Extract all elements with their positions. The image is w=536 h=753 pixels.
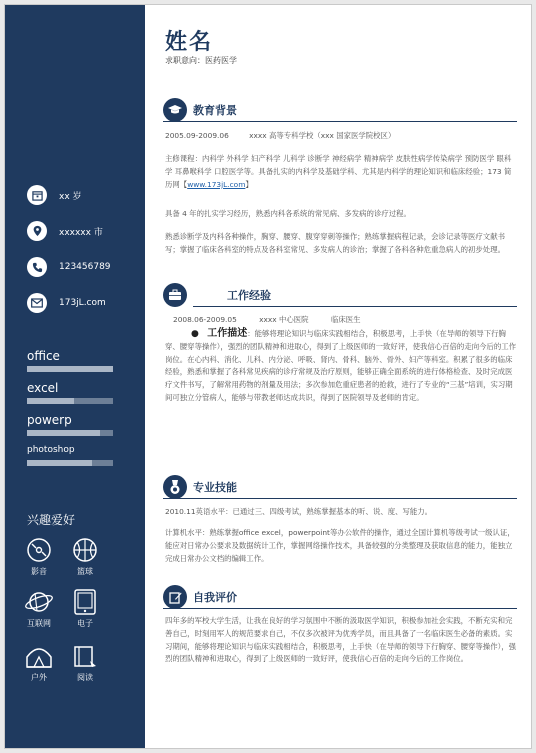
- education-experience-years: 具备 4 年的扎实学习经历，熟悉内科各系统的常见病、多发病的诊疗过程。: [165, 209, 411, 218]
- section-skills-header: [163, 475, 517, 499]
- experience-desc-text: ：能够将理论知识与临床实践相结合，积极思考，上手快（在导师的领导下行胸穿、腰穿等操作），强烈的团队精神和进取心，得到了上级医师的一致好评，使我信心百倍的走向今后的工作岗位。在心内科、消化、儿科、内分泌、呼吸、肾内、骨科、脑外、骨外、妇产等科室。积累了很多的临床经验，熟悉和掌握了各科常见疾病的诊疗常规及治疗原则，能够正确全面系统的进行体格检查、及时完成医疗文件书写，了解常用药物的剂量及用法；多次参加危重症患者的抢救，进行了专业的“三基”培训，实习期间可独立分管病人，能够与带教老师达成共识，得到了医院领导及老师的肯定。: [165, 329, 517, 402]
- section-skills-title: 专业技能: [193, 481, 237, 494]
- skill-powerpoint: [27, 413, 113, 436]
- website-link[interactable]: www.173jL.com: [187, 179, 246, 189]
- education-entry: [165, 130, 517, 143]
- hobby-label: 阅读: [77, 673, 93, 682]
- section-divider: [163, 608, 517, 609]
- graduation-cap-icon: [163, 98, 187, 122]
- education-courses: [165, 153, 517, 191]
- briefcase-icon: [163, 283, 187, 307]
- experience-entry: [173, 314, 525, 327]
- contact-city: [27, 221, 103, 241]
- hobby-media: [19, 537, 59, 577]
- section-experience-header: [163, 283, 517, 307]
- hobby-label: 户外: [31, 673, 47, 682]
- experience-company: xxxx 中心医院: [259, 315, 309, 324]
- education-period: 2005.09-2009.06: [165, 131, 229, 140]
- hobby-label: 电子: [77, 619, 93, 628]
- bullet-dot: ●: [191, 329, 199, 339]
- education-courses-tail: 】: [245, 179, 253, 189]
- skill-office: [27, 349, 113, 372]
- skill-name: office: [27, 349, 60, 363]
- skill-bar-fill: [27, 366, 113, 372]
- film-reel-icon: [26, 537, 52, 563]
- skill-bar-fill: [27, 398, 74, 404]
- section-divider: [163, 121, 517, 122]
- basketball-icon: [72, 537, 98, 563]
- experience-period: 2008.06-2009.05: [173, 315, 237, 324]
- skill-name: excel: [27, 381, 59, 395]
- section-divider: [163, 498, 517, 499]
- phone-icon: [27, 257, 47, 277]
- contact-age-text: xx 岁: [59, 191, 82, 202]
- email-icon: [27, 293, 47, 313]
- self-evaluation-text: 四年多的军校大学生活，让我在良好的学习氛围中不断的汲取医学知识，积极参加社会实践，不断充实和完善自己，时刻用军人的规范要求自己，不仅多次被评为优秀学员，而且具备了一名临床医生必备的素质。实习期间，能够将理论知识与临床实践相结合，积极思考，上手快（在导师的领导下行胸穿、腰穿等操作），强烈的团队精神和进取心，得到了上级医师的一致好评，使我信心百倍的走向今后的工作岗位。: [165, 616, 517, 664]
- skill-bar-fill: [27, 460, 92, 466]
- experience-desc-label: 工作描述: [207, 328, 248, 339]
- skill-bar: [27, 366, 113, 372]
- skill-bar-fill: [27, 430, 100, 436]
- resume-page: [4, 4, 532, 749]
- skill-name: powerp: [27, 413, 72, 427]
- hobby-basketball: [65, 537, 105, 577]
- contact-phone-text: 123456789: [59, 262, 111, 272]
- calendar-icon: [27, 185, 47, 205]
- hobby-label: 篮球: [77, 567, 93, 576]
- contact-phone: [27, 257, 111, 277]
- contact-age: [27, 185, 82, 205]
- experience-role: 临床医生: [330, 315, 361, 324]
- hobby-label: 互联网: [27, 619, 51, 628]
- hobby-internet: [19, 589, 59, 629]
- contact-email: [27, 293, 106, 313]
- education-courses-text: 主修课程：内科学 外科学 妇产科学 儿科学 诊断学 神经病学 精神病学 皮肤性病学传染病学 预防医学 眼科学 耳鼻喉科学 口腔医学等。具备扎实的内科学及基础学科、尤其是内科学的理论知识和临床经验；173 简历网【: [165, 154, 512, 189]
- book-icon: [72, 645, 98, 669]
- hobby-reading: [65, 645, 105, 683]
- section-divider: [193, 306, 517, 307]
- job-intent: 求职意向：医药医学: [165, 56, 237, 65]
- location-pin-icon: [27, 221, 47, 241]
- globe-icon: [25, 589, 53, 615]
- skill-bar: [27, 430, 113, 436]
- edit-icon: [163, 585, 187, 609]
- main-content: [145, 5, 531, 748]
- skill-excel: [27, 381, 113, 404]
- section-self-eval-title: 自我评价: [193, 591, 237, 604]
- section-self-eval-header: [163, 585, 517, 609]
- hobby-label: 影音: [31, 567, 47, 576]
- skill-bar: [27, 398, 113, 404]
- experience-description: [165, 328, 517, 405]
- tent-icon: [25, 645, 53, 669]
- hobby-outdoor: [19, 645, 59, 683]
- skills-computer: 计算机水平：熟练掌握office excel，powerpoint等办公软件的操作，通过全国计算机等级考试一级认证，能应对日常办公要求及数据统计工作，掌握网络操作技术，具备较强的分类整理及获取信息的能力，能独立完成日常办公文档的编辑工作。: [165, 528, 515, 563]
- ebook-icon: [73, 589, 97, 615]
- skills-english: 2010.11英语水平：已通过三、四级考试，熟练掌握基本的听、说、度、写能力。: [165, 507, 433, 516]
- education-school: xxxx 高等专科学校（xxx 国家医学院校区）: [249, 131, 396, 140]
- section-education-title: 教育背景: [193, 104, 237, 117]
- section-experience-title: 工作经验: [227, 289, 271, 302]
- medal-icon: [163, 475, 187, 499]
- contact-email-text: 173jL.com: [59, 298, 106, 308]
- hobbies-title: 兴趣爱好: [27, 513, 76, 527]
- candidate-name: 姓名: [165, 30, 214, 55]
- skill-name: photoshop: [27, 445, 75, 455]
- sidebar: [5, 5, 145, 748]
- education-skills-paragraph: 熟悉诊断学及内科各种操作，胸穿、腰穿、腹穿穿刺等操作；熟练掌握病程记录，会诊记录等医疗文献书写；掌握了临床各科室的特点及各科室常见、多发病人的诊治；掌握了各科各种危重急病人的初步处理。: [165, 232, 505, 254]
- skill-bar: [27, 460, 113, 466]
- hobby-ebook: [65, 589, 105, 629]
- contact-city-text: xxxxxx 市: [59, 227, 103, 238]
- skill-photoshop: [27, 445, 113, 466]
- section-education-header: [163, 98, 517, 122]
